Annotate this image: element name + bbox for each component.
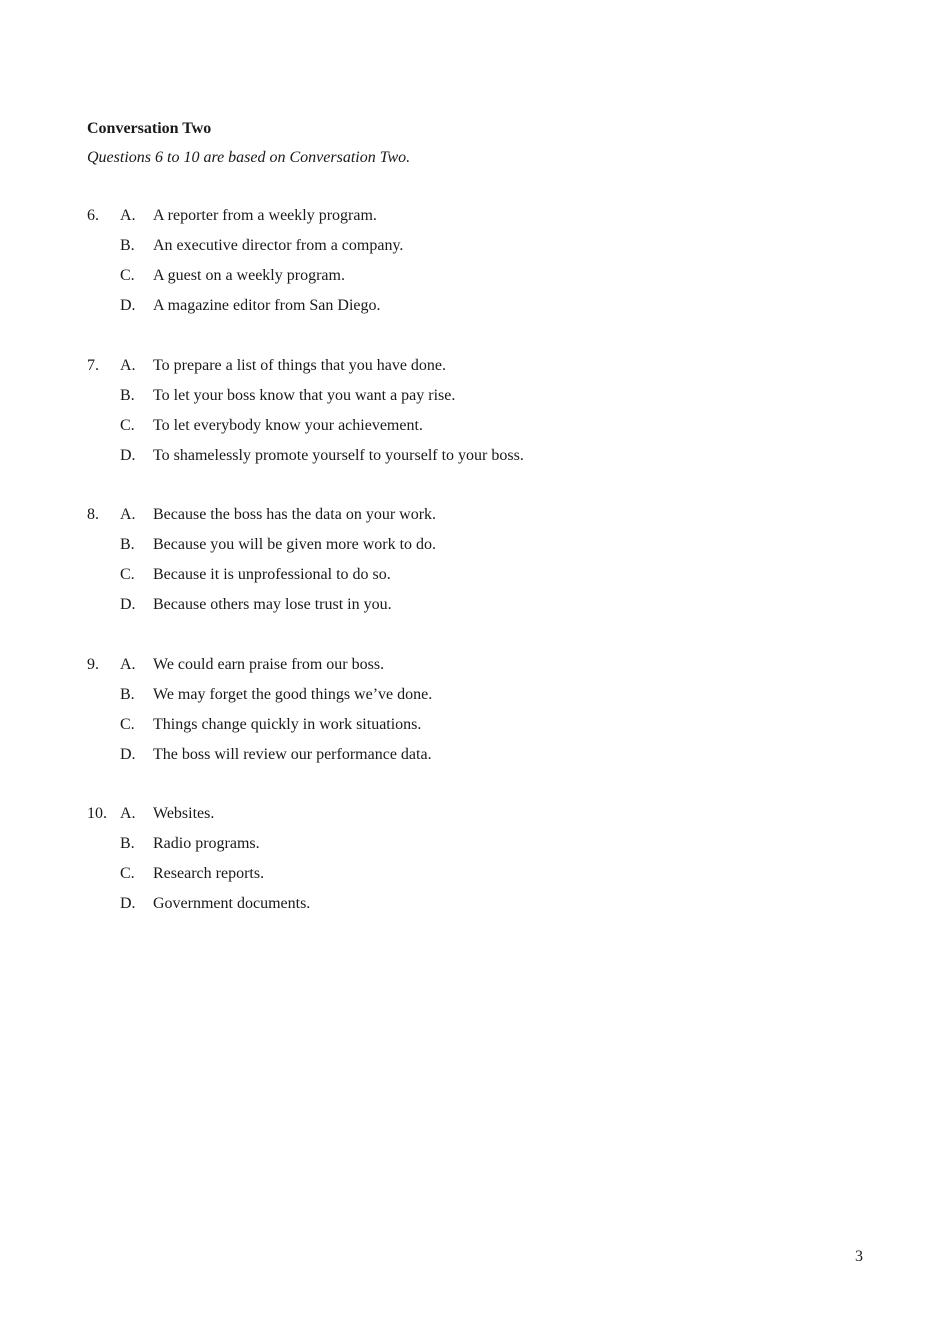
option-text: An executive director from a company. [153, 237, 404, 254]
option-letter: C. [120, 715, 135, 733]
option-text: Because you will be given more work to do. [153, 536, 437, 553]
option-row [87, 654, 867, 684]
option-letter: A. [120, 207, 136, 224]
option-letter: D. [120, 596, 136, 613]
option-letter: B. [120, 386, 135, 404]
option-text: Because others may lose trust in you. [153, 596, 392, 613]
option-letter: A. [120, 805, 136, 822]
option-row [87, 564, 867, 594]
option-row [87, 594, 867, 624]
option-text: Websites. [153, 805, 215, 822]
option-text: A magazine editor from San Diego. [153, 297, 381, 314]
option-text: We may forget the good things we’ve done. [153, 685, 433, 703]
option-letter: B. [120, 685, 135, 703]
option-row [87, 415, 867, 445]
question-list [87, 205, 867, 953]
option-letter: C. [120, 416, 135, 434]
option-letter: C. [120, 566, 135, 583]
option-letter: B. [120, 237, 135, 254]
option-text: To shamelessly promote yourself to yourself to your boss. [153, 446, 524, 464]
question-7 [87, 355, 867, 475]
question-number: 10. [87, 805, 107, 822]
option-text: Research reports. [153, 865, 265, 882]
option-text: Radio programs. [153, 835, 260, 852]
option-text: Because the boss has the data on your work. [153, 506, 437, 523]
option-row [87, 355, 867, 385]
option-text: Government documents. [153, 895, 311, 912]
question-number: 9. [87, 655, 99, 673]
option-letter: D. [120, 895, 136, 912]
option-text: Things change quickly in work situations. [153, 715, 422, 733]
option-text: A guest on a weekly program. [153, 267, 345, 284]
option-row [87, 833, 867, 863]
option-letter: A. [120, 356, 136, 374]
option-row [87, 863, 867, 893]
option-text: A reporter from a weekly program. [153, 207, 377, 224]
question-8 [87, 504, 867, 624]
question-number: 7. [87, 356, 99, 374]
question-9 [87, 654, 867, 774]
option-letter: A. [120, 506, 136, 523]
section-title: Conversation Two [87, 120, 212, 137]
option-row [87, 534, 867, 564]
option-text: To let your boss know that you want a pay rise. [153, 386, 456, 404]
option-row [87, 385, 867, 415]
option-row [87, 235, 867, 265]
option-letter: B. [120, 536, 135, 553]
option-row [87, 803, 867, 833]
option-letter: D. [120, 297, 136, 314]
option-row [87, 714, 867, 744]
option-row [87, 744, 867, 774]
option-row [87, 684, 867, 714]
option-row [87, 893, 867, 923]
question-10 [87, 803, 867, 923]
option-text: Because it is unprofessional to do so. [153, 566, 391, 583]
option-text: The boss will review our performance data. [153, 745, 432, 763]
question-number: 8. [87, 506, 99, 523]
option-text: To let everybody know your achievement. [153, 416, 423, 434]
option-letter: A. [120, 655, 136, 673]
section-subtitle: Questions 6 to 10 are based on Conversation Two. [87, 149, 411, 166]
question-number: 6. [87, 207, 99, 224]
option-text: We could earn praise from our boss. [153, 655, 385, 673]
option-row [87, 265, 867, 295]
option-text: To prepare a list of things that you have done. [153, 356, 447, 374]
option-letter: C. [120, 267, 135, 284]
option-letter: C. [120, 865, 135, 882]
page-number: 3 [855, 1248, 863, 1265]
option-row [87, 295, 867, 325]
option-letter: D. [120, 446, 136, 464]
option-letter: D. [120, 745, 136, 763]
option-letter: B. [120, 835, 135, 852]
option-row [87, 205, 867, 235]
option-row [87, 445, 867, 475]
option-row [87, 504, 867, 534]
question-6 [87, 205, 867, 325]
